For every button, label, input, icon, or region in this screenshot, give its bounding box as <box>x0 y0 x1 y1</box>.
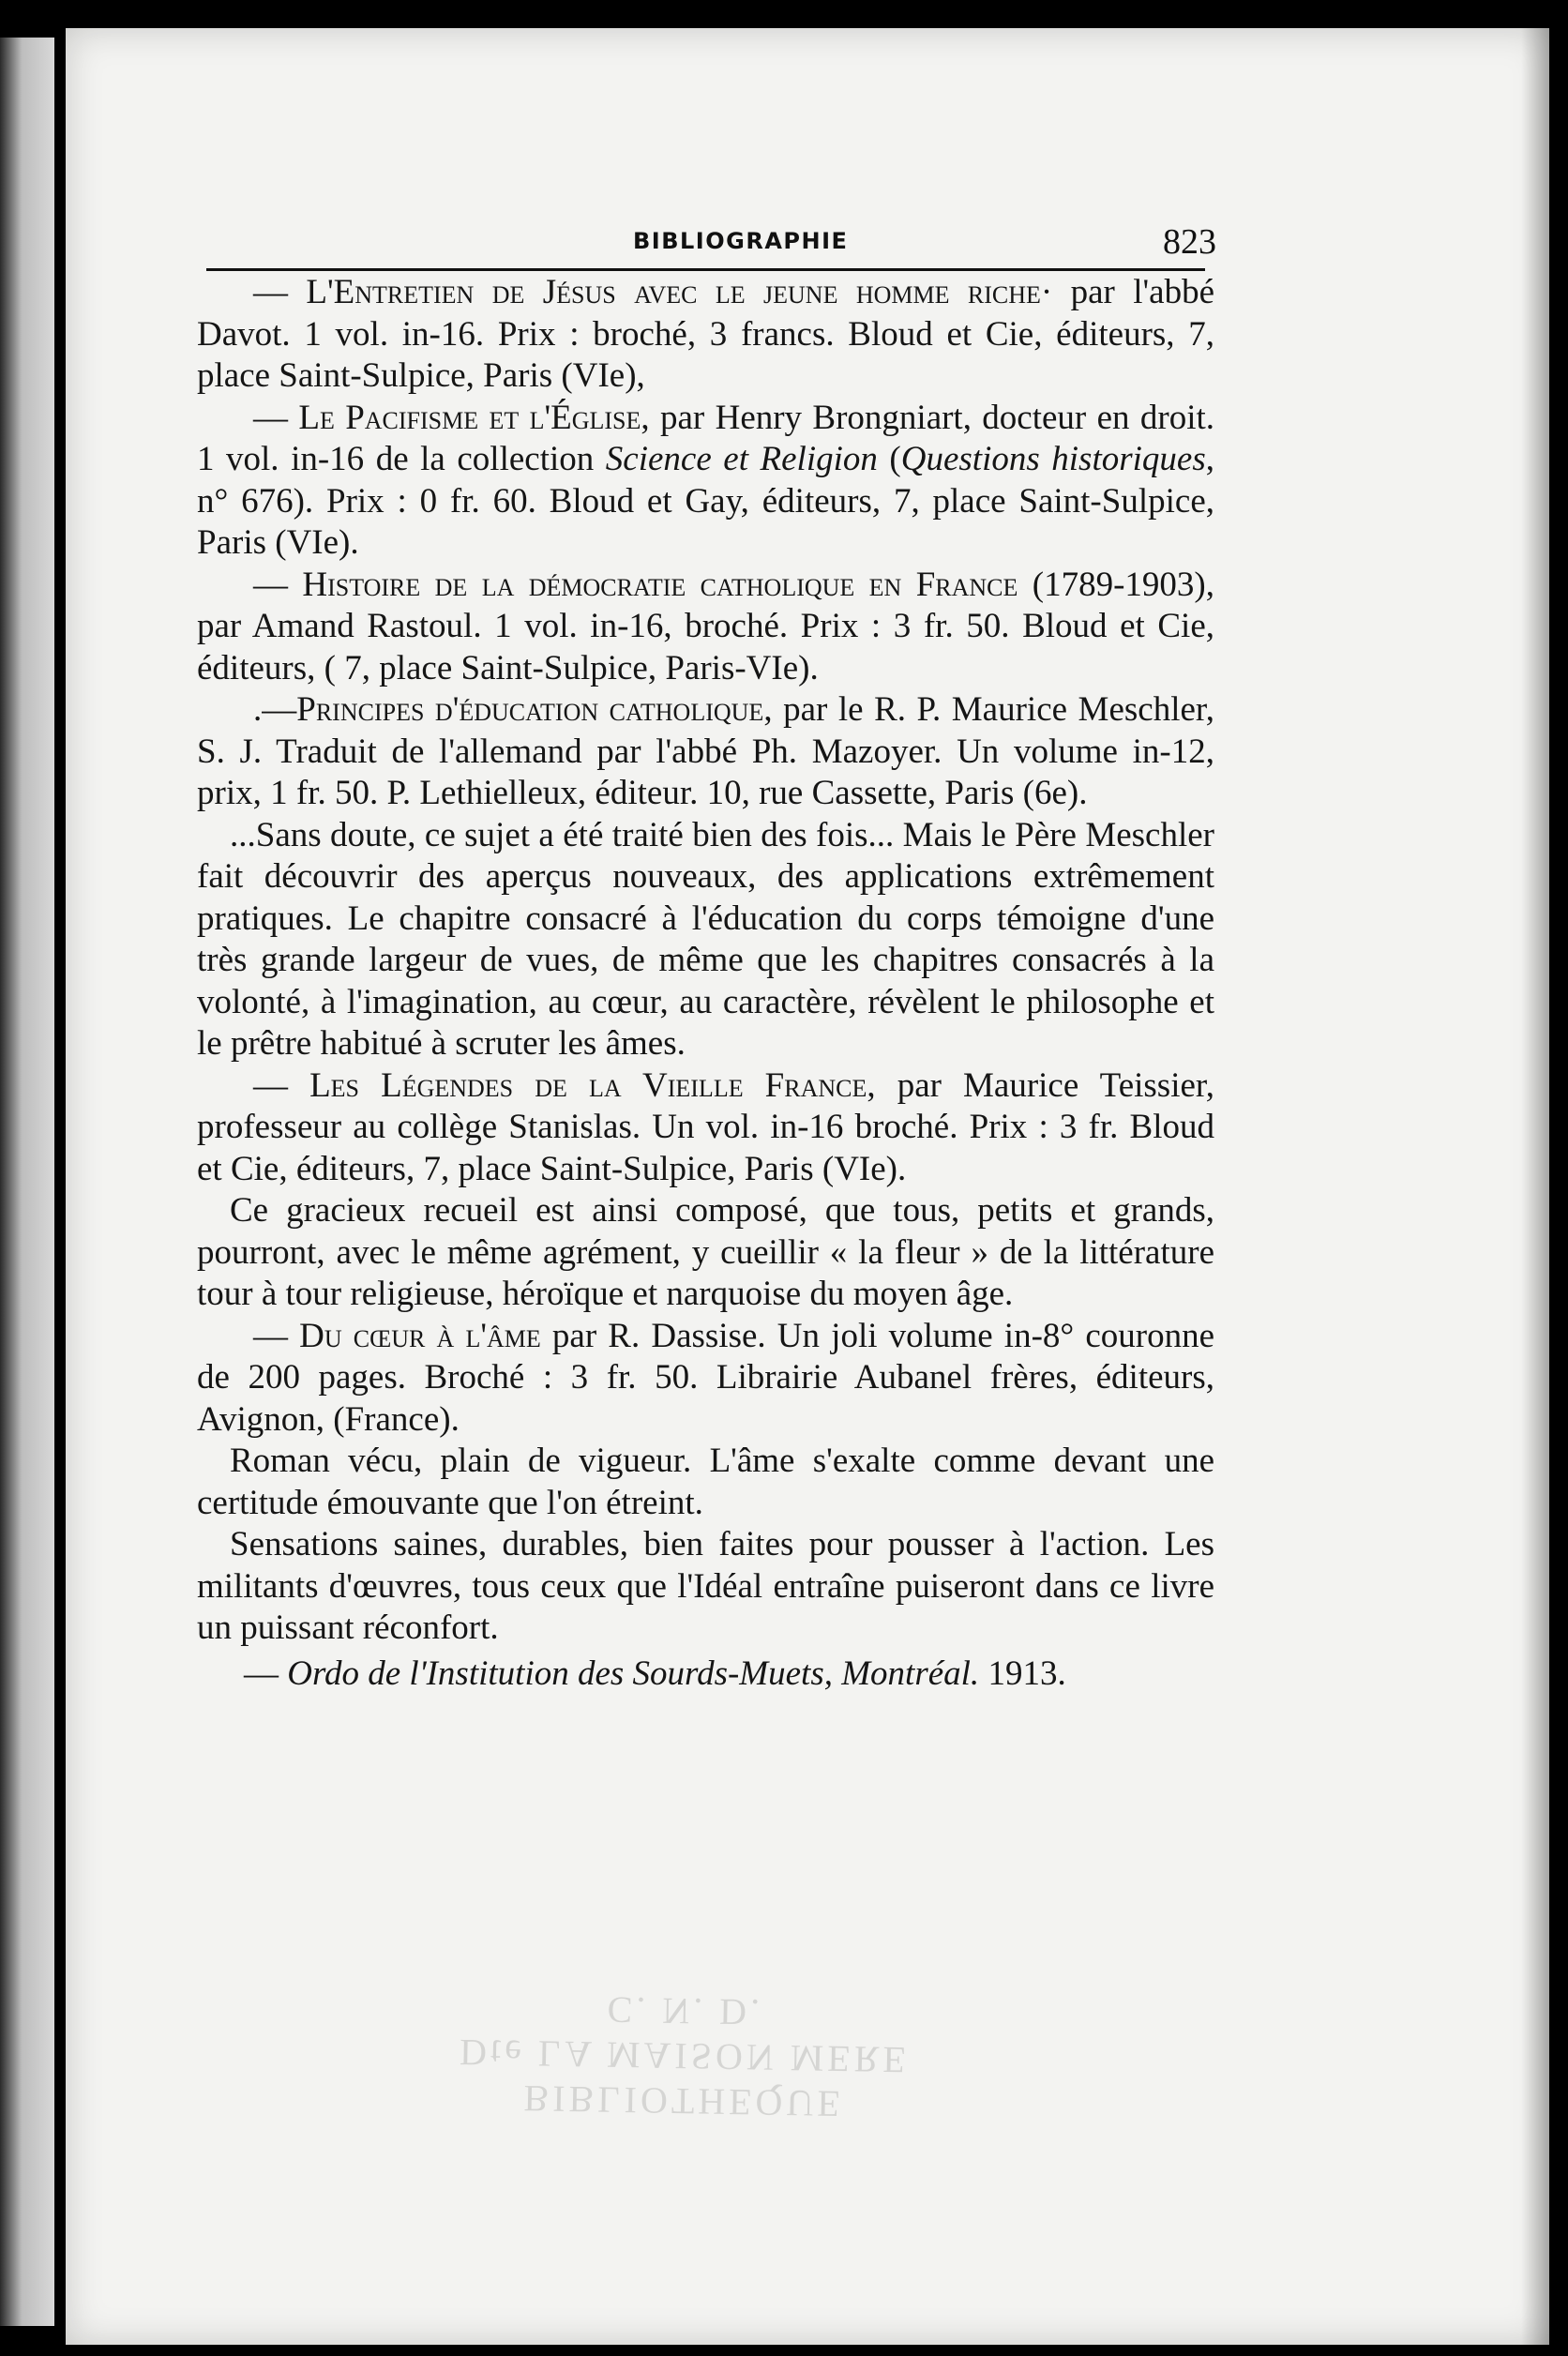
entry-details: , par Henry Brongniart, docteur en droit. 1 vol. in-16 de la collection <box>197 398 1215 478</box>
entry-details: , n° 676). Prix : 0 fr. 60. Bloud et Gay, éditeurs, 7, place Saint-Sulpice, Paris (VIe). <box>197 440 1214 562</box>
adjacent-page-edge <box>0 38 54 2326</box>
entry-entretien <box>197 272 1214 398</box>
review-du-coeur-2: Sensations saines, durables, bien faites pour pousser à l'action. Les militants d'œuvres, tous ceux que l'Idéal entraîne puiseront dans ce livre un puissant réconfort. <box>197 1525 1214 1647</box>
running-head: BIBLIOGRAPHIE <box>633 228 849 254</box>
review-principes: ...Sans doute, ce sujet a été traité bien des fois... Mais le Père Meschler fait découvrir des aperçus nouveaux, des applications extrêmement pratiques. Le chapitre consacré à l'éducation du corps témoigne d'une très grande largeur de vues, de même que les chapitres consacrés à la volonté, à l'imagination, au cœur, au caractère, révèlent le philosophe et le prêtre habitué à scruter les âmes. <box>197 815 1214 1063</box>
entry-title: Du cœur à l'âme <box>299 1316 541 1355</box>
page-number: 823 <box>1163 222 1216 262</box>
source-dash: — <box>244 1654 288 1693</box>
entry-dash: — <box>253 1316 300 1355</box>
entry-dash: — <box>253 565 303 604</box>
entry-details: , par le R. P. Maurice Meschler, S. J. Traduit de l'allemand par l'abbé Ph. Mazoyer. Un volume in-12, prix, 1 fr. 50. P. Lethielleux, éditeur. 10, rue Cassette, Paris (6e). <box>197 690 1214 812</box>
source-name: Ordo de l'Institution des Sourds-Muets, Montréal. <box>287 1654 980 1693</box>
stamp-line: BIBLIOTHEQUE <box>523 2077 845 2125</box>
entry-details: , par Maurice Teissier, professeur au collège Stanislas. Un vol. in-16 broché. Prix : 3 fr. Bloud et Cie, éditeurs, 7, place Saint-Sulpice, Paris (VIe). <box>197 1065 1214 1188</box>
entry-details: par R. Dassise. Un joli volume in-8° couronne de 200 pages. Broché : 3 fr. 50. Librairie Aubanel frères, éditeurs, Avignon, (France). <box>197 1316 1214 1439</box>
bleed-through-stamp <box>402 1984 967 2128</box>
entry-collection: Science et Religion <box>605 440 878 478</box>
entry-histoire <box>197 565 1214 690</box>
entry-details: (1789-1903), par Amand Rastoul. 1 vol. in-16, broché. Prix : 3 fr. 50. Bloud et Cie, éditeurs, ( 7, place Saint-Sulpice, Paris-VIe). <box>197 565 1214 687</box>
entry-title: Histoire de la démocratie catholique en France <box>302 565 1018 604</box>
entry-series: Questions historiques <box>900 440 1206 478</box>
entry-dash: .— <box>253 690 297 729</box>
review-legendes: Ce gracieux recueil est ainsi composé, que tous, petits et grands, pourront, avec le même agrément, y cueillir « la fleur » de la littérature tour à tour religieuse, héroïque et narquoise du moyen âge. <box>197 1191 1214 1313</box>
stamp-line: C. N. D. <box>607 1988 764 2034</box>
entry-title: L'Entretien de Jésus avec le jeune homme riche <box>306 273 1041 311</box>
source-year: 1913. <box>979 1654 1066 1693</box>
review-du-coeur-1: Roman vécu, plain de vigueur. L'âme s'exalte comme devant une certitude émouvante que l'on étreint. <box>197 1442 1214 1522</box>
entry-dash: — <box>253 273 307 311</box>
entry-legendes <box>197 1065 1214 1191</box>
entry-principes <box>197 689 1214 815</box>
entry-du-coeur <box>197 1316 1214 1442</box>
page-shadow <box>1521 28 1549 2345</box>
entry-dash: — <box>253 398 299 437</box>
page-header <box>206 214 1216 271</box>
entry-dash: — <box>253 1065 310 1105</box>
entry-details: ( <box>877 440 901 478</box>
entry-title: Le Pacifisme et l'Église <box>298 398 641 437</box>
entry-title: Les Légendes de la Vieille France <box>309 1065 867 1105</box>
review-source <box>197 1654 1214 1696</box>
entry-title: Principes d'éducation catholique <box>296 690 764 729</box>
stamp-line: Dte LA MAISON MERE <box>459 2031 911 2082</box>
entry-pacifisme <box>197 398 1214 565</box>
bibliography-text <box>197 272 1214 1695</box>
entry-details: · par l'abbé Davot. 1 vol. in-16. Prix : broché, 3 francs. Bloud et Cie, éditeurs, 7, place Saint-Sulpice, Paris (VIe), <box>197 273 1214 395</box>
